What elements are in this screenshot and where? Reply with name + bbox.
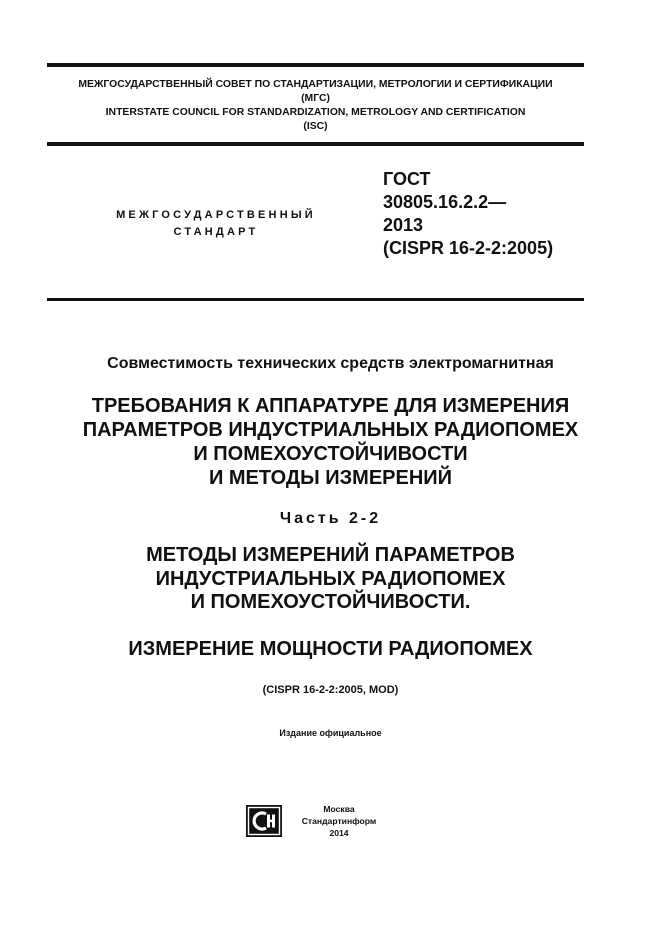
main-title-line4: И МЕТОДЫ ИЗМЕРЕНИЙ <box>208 467 453 489</box>
standard-id-line4: (CISPR 16-2-2:2005) <box>383 238 554 258</box>
main-title-line1: ТРЕБОВАНИЯ К АППАРАТУРЕ ДЛЯ ИЗМЕРЕНИЯ <box>91 395 570 417</box>
publisher-year: 2014 <box>329 828 349 838</box>
part-title <box>20 544 641 615</box>
council-en-abbr: (ISC) <box>303 121 328 132</box>
part-title-line1: МЕТОДЫ ИЗМЕРЕНИЙ ПАРАМЕТРОВ <box>146 544 515 566</box>
main-title-line2: ПАРАМЕТРОВ ИНДУСТРИАЛЬНЫХ РАДИОПОМЕХ <box>82 419 579 441</box>
publisher-name: Стандартинформ <box>301 816 377 826</box>
standard-type-line1: МЕЖГОСУДАРСТВЕННЫЙ <box>116 209 316 221</box>
standard-id-line2: 30805.16.2.2— <box>383 192 507 212</box>
part-title-line2: ИНДУСТРИАЛЬНЫХ РАДИОПОМЕХ <box>155 567 506 590</box>
official-edition-label: Издание официальное <box>279 728 382 738</box>
main-title-line3: И ПОМЕХОУСТОЙЧИВОСТИ <box>193 443 468 465</box>
cispr-reference: (CISPR 16-2-2:2005, MOD) <box>262 684 399 696</box>
standartinform-logo-icon <box>246 805 282 837</box>
document-main-title <box>20 394 641 490</box>
document-subtitle: Совместимость технических средств электромагнитная <box>107 355 554 372</box>
power-measurement-title: ИЗМЕРЕНИЕ МОЩНОСТИ РАДИОПОМЕХ <box>128 638 533 660</box>
council-ru-line1: МЕЖГОСУДАРСТВЕННЫЙ СОВЕТ ПО СТАНДАРТИЗАЦИИ, МЕТРОЛОГИИ И СЕРТИФИКАЦИИ <box>78 79 553 90</box>
standard-designation <box>383 168 553 260</box>
part-number: Часть 2-2 <box>279 510 382 527</box>
publisher-info <box>290 803 388 839</box>
council-en-line1: INTERSTATE COUNCIL FOR STANDARDIZATION, METROLOGY AND CERTIFICATION <box>105 107 526 118</box>
top-rule <box>47 63 584 67</box>
publisher-city: Москва <box>323 804 355 814</box>
standard-id-line3: 2013 <box>383 215 424 235</box>
council-ru-abbr: (МГС) <box>301 93 330 104</box>
part-title-line3: И ПОМЕХОУСТОЙЧИВОСТИ. <box>190 591 471 613</box>
header-bottom-rule <box>47 142 584 146</box>
designation-bottom-rule <box>47 298 584 301</box>
council-header <box>47 78 584 134</box>
standard-id-line1: ГОСТ <box>383 169 431 189</box>
standard-type-line2: СТАНДАРТ <box>173 226 259 238</box>
standard-type <box>85 207 347 241</box>
